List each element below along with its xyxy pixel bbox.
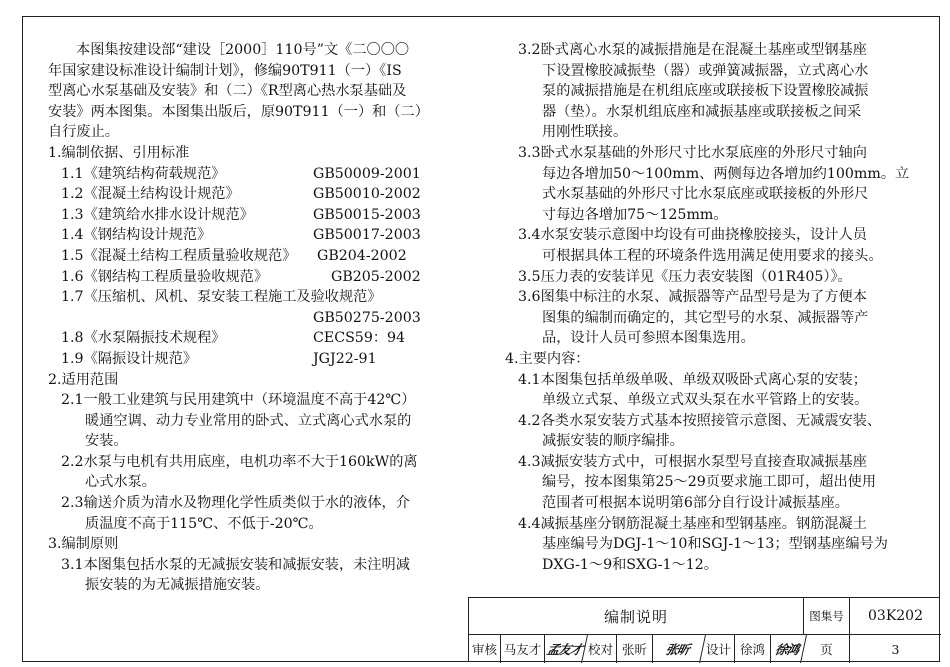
designer-name: 徐鸿: [735, 635, 771, 663]
ref-item: [48, 267, 468, 288]
ref-name: 1.4《钢结构设计规范》: [61, 227, 212, 244]
item-3-3-cont: 每边各增加50～100mm、两侧每边各增加约100mm。立: [542, 165, 910, 182]
review-label: 审核: [469, 635, 501, 663]
intro-line: 型离心水泵基础及安装》和（二）《R型离心热水泵基础及: [48, 83, 407, 100]
item-3-3-cont: 寸每边各增加75～125mm。: [542, 206, 728, 223]
intro-paragraph: [48, 40, 468, 143]
item-4-3: 4.3减振安装方式中，可根据水泵型号直接查取减振基座: [518, 453, 867, 470]
item-3-4-cont: 可根据具体工程的环境条件选用满足使用要求的接头。: [542, 247, 883, 264]
checker-signature: 张昕: [650, 635, 706, 663]
intro-line: 自行废止。: [48, 124, 119, 141]
section-2-title: 2.适用范围: [48, 371, 119, 388]
reviewer-signature: 孟友才: [542, 635, 588, 663]
ref-item: [48, 328, 468, 349]
ref-code: GB50010-2002: [313, 186, 421, 203]
item-2-1: 2.1一般工业建筑与民用建筑中（环境温度不高于42℃）: [61, 392, 416, 409]
designer-signature: 徐鸿: [768, 635, 807, 663]
item-4-2-cont: 减振安装的顺序编排。: [542, 433, 684, 450]
title-block: [468, 597, 940, 662]
ref-item: [48, 164, 468, 185]
item-3-2-cont: 泵的减振措施是在机组底座或联接板下设置橡胶减振: [542, 83, 869, 100]
item-4-1: 4.1本图集包括单级单吸、单级双吸卧式离心泵的安装；: [518, 371, 867, 388]
intro-line: 安装》两本图集。本图集出版后，原90T911（一）和（二）: [48, 103, 429, 120]
item-3-6-cont: 图集的编制而确定的，其它型号的水泵、减振器等产: [542, 309, 869, 326]
atlas-number: 03K202: [850, 598, 941, 635]
section-3-title: 3.编制原则: [48, 536, 119, 553]
item-3-1-cont: 振安装的为无减振措施安装。: [85, 577, 270, 594]
item-2-2: 2.2水泵与电机有共用底座，电机功率不大于160kW的离: [61, 453, 418, 470]
checker-name: 张昕: [617, 635, 653, 663]
item-3-6-cont: 品，设计人员可参照本图集选用。: [542, 330, 755, 347]
item-3-3: 3.3卧式水泵基础的外形尺寸比水泵底座的外形尺寸轴向: [518, 144, 867, 161]
section-4-title: 4.主要内容：: [505, 350, 590, 367]
design-label: 设计: [703, 635, 735, 663]
item-2-1-cont: 安装。: [85, 433, 128, 450]
right-column: [505, 40, 925, 575]
ref-item: [48, 246, 468, 267]
item-3-2: 3.2卧式离心水泵的减振措施是在混凝土基座或型钢基座: [518, 42, 867, 58]
item-4-3-cont: 范围者可根据本说明第6部分自行设计减振基座。: [542, 495, 849, 512]
item-2-3: 2.3输送介质为清水及物理化学性质类似于水的液体，介: [61, 495, 410, 512]
item-3-6: 3.6图集中标注的水泵、减振器等产品型号是为了方便本: [518, 289, 867, 306]
item-3-5: 3.5压力表的安装详见《压力表安装图（01R405）》。: [518, 268, 852, 285]
item-4-1-cont: 单级立式泵、单级立式双头泵在水平管路上的安装。: [542, 392, 869, 409]
item-4-4-cont: DXG-1～9和SXG-1～12。: [542, 556, 718, 573]
item-4-3-cont: 编号，按本图集第25～29页要求施工即可，超出使用: [542, 474, 877, 491]
atlas-number-label: 图集号: [804, 598, 850, 635]
ref-code: JGJ22-91: [313, 350, 377, 367]
signature-row: [469, 635, 941, 663]
item-4-2: 4.2各类水泵安装方式基本按照接管示意图、无减震安装、: [518, 412, 882, 429]
ref-item: [48, 184, 468, 205]
item-3-2-cont: 用刚性联接。: [542, 124, 628, 141]
check-label: 校对: [585, 635, 617, 663]
item-3-2-cont: 下设置橡胶减振垫（器）或弹簧减振器，立式离心水: [542, 62, 869, 79]
item-3-1: 3.1本图集包括水泵的无减振安装和减振安装，未注明减: [61, 556, 410, 573]
ref-name: 1.7《压缩机、风机、泵安装工程施工及验收规范》: [61, 289, 382, 306]
ref-code: GB50017-2003: [313, 227, 421, 244]
intro-line: 本图集按建设部“建设［2000］110号”文《二〇〇〇: [76, 42, 410, 58]
ref-item: [48, 205, 468, 226]
ref-name: 1.8《水泵隔振技术规程》: [61, 330, 226, 347]
ref-name: 1.3《建筑给水排水设计规范》: [61, 206, 254, 223]
ref-item: [48, 349, 468, 370]
item-2-3-cont: 质温度不高于115℃、不低于-20℃。: [85, 515, 323, 532]
ref-code: GB50015-2003: [313, 206, 421, 223]
drawing-title: 编制说明: [469, 598, 804, 635]
ref-name: 1.6《钢结构工程质量验收规范》: [61, 268, 269, 285]
ref-code: CECS59：94: [313, 330, 406, 347]
page-label: 页: [804, 635, 850, 663]
ref-name: 1.1《建筑结构荷载规范》: [61, 165, 226, 182]
item-2-2-cont: 心式水泵。: [85, 474, 156, 491]
ref-name: 1.5《混凝土结构工程质量验收规范》: [61, 247, 297, 264]
item-4-4-cont: 基座编号为DGJ-1～10和SGJ-1～13；型钢基座编号为: [542, 536, 888, 553]
ref-code: GB204-2002: [317, 247, 407, 264]
ref-code: GB50009-2001: [313, 165, 421, 182]
ref-name: 1.2《混凝土结构设计规范》: [61, 186, 240, 203]
intro-line: 年国家建设标准设计编制计划》，修编90T911（一）《IS: [48, 62, 402, 79]
item-4-4: 4.4减振基座分钢筋混凝土基座和型钢基座。钢筋混凝土: [518, 515, 867, 532]
ref-name: 1.9《隔振设计规范》: [61, 350, 198, 367]
left-column: [48, 40, 468, 596]
item-3-4: 3.4水泵安装示意图中均设有可曲挠橡胶接头，设计人员: [518, 227, 867, 244]
section-1-title: 1.编制依据、引用标准: [48, 144, 190, 161]
ref-code: GB50275-2003: [313, 309, 421, 326]
ref-item: [48, 225, 468, 246]
item-3-3-cont: 式水泵基础的外形尺寸比水泵底座或联接板的外形尺: [542, 186, 869, 203]
item-2-1-cont: 暖通空调、动力专业常用的卧式、立式离心式水泵的: [85, 412, 412, 429]
reviewer-name: 马友才: [501, 635, 545, 663]
page-number: 3: [891, 641, 900, 657]
ref-code: GB205-2002: [331, 268, 421, 285]
item-3-2-cont: 器（垫）。水泵机组底座和减振基座或联接板之间采: [542, 103, 862, 120]
